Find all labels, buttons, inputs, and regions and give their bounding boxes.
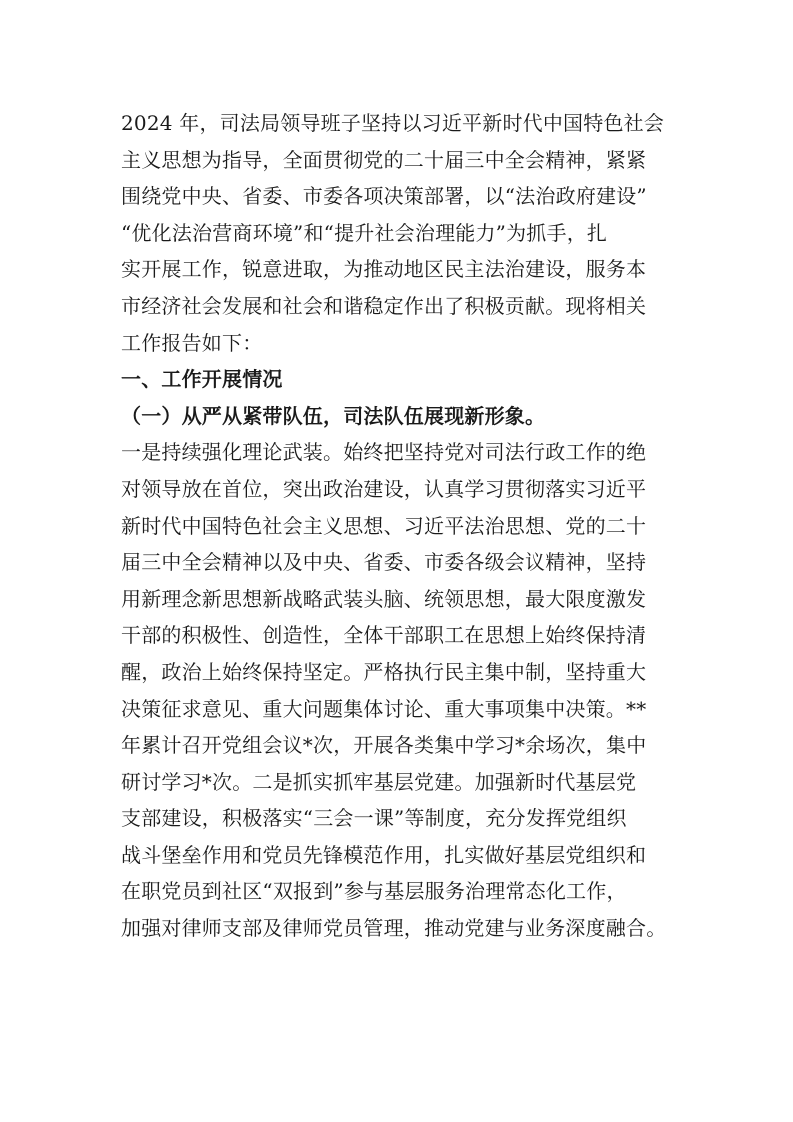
body-line: 战斗堡垒作用和党员先锋模范作用，扎实做好基层党组织和 <box>121 842 647 867</box>
body-line: 支部建设，积极落实“三会一课”等制度，充分发挥党组织 <box>121 806 627 831</box>
body-line: 干部的积极性、创造性，全体干部职工在思想上始终保持清 <box>121 623 647 648</box>
body-line: 新时代中国特色社会主义思想、习近平法治思想、党的二十 <box>121 513 647 538</box>
intro-line: “优化法治营商环境”和“提升社会治理能力”为抓手，扎 <box>121 220 608 245</box>
body-line: 醒，政治上始终保持坚定。严格执行民主集中制，坚持重大 <box>121 659 647 684</box>
section-subheading: （一）从严从紧带队伍，司法队伍展现新形象。 <box>121 403 546 428</box>
body-line: 决策征求意见、重大问题集体讨论、重大事项集中决策。** <box>121 696 647 721</box>
intro-line: 主义思想为指导，全面贯彻党的二十届三中全会精神，紧紧 <box>121 147 647 172</box>
intro-line: 市经济社会发展和社会和谐稳定作出了积极贡献。现将相关 <box>121 293 647 318</box>
body-line: 届三中全会精神以及中央、省委、市委各级会议精神，坚持 <box>121 550 647 575</box>
intro-line: 2024 年，司法局领导班子坚持以习近平新时代中国特色社会 <box>121 111 665 135</box>
intro-line: 围绕党中央、省委、市委各项决策部署，以“法治政府建设” <box>121 184 647 209</box>
body-line: 研讨学习*次。二是抓实抓牢基层党建。加强新时代基层党 <box>121 769 637 794</box>
body-line: 一是持续强化理论武装。始终把坚持党对司法行政工作的绝 <box>121 440 647 465</box>
body-line: 对领导放在首位，突出政治建设，认真学习贯彻落实习近平 <box>121 476 647 501</box>
report-body <box>121 105 686 947</box>
body-line: 在职党员到社区“双报到”参与基层服务治理常态化工作， <box>121 879 627 904</box>
body-line: 用新理念新思想新战略武装头脑、统领思想，最大限度激发 <box>121 586 647 611</box>
intro-line: 工作报告如下： <box>121 330 263 355</box>
body-line: 年累计召开党组会议*次，开展各类集中学习*余场次，集中 <box>121 733 647 758</box>
intro-line: 实开展工作，锐意进取，为推动地区民主法治建设，服务本 <box>121 257 647 282</box>
body-line: 加强对律师支部及律师党员管理，推动党建与业务深度融合。 <box>121 916 667 941</box>
section-heading: 一、工作开展情况 <box>121 367 283 392</box>
